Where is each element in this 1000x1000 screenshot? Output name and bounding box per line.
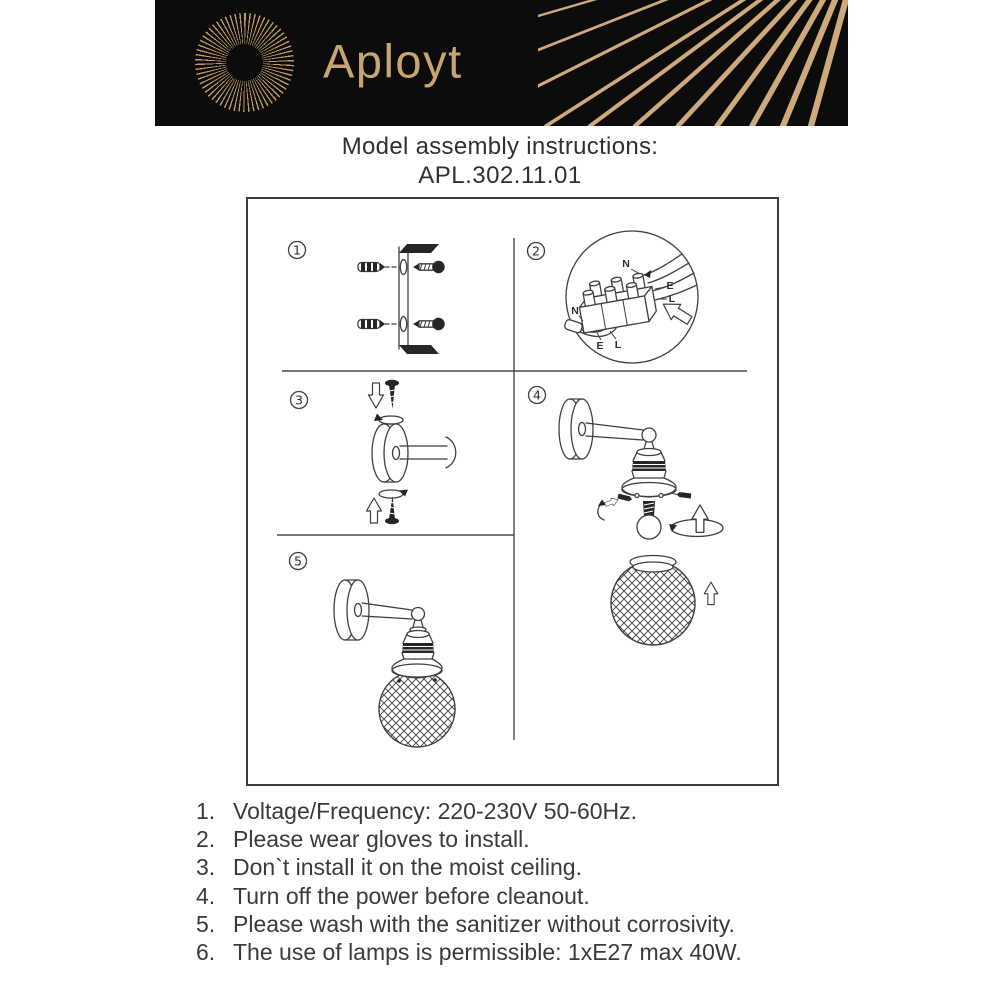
step5-assembled-lamp-drawing [334,580,455,747]
turn-arrow [374,414,403,425]
step3-canopy-drawing [367,380,456,524]
screw-down [385,380,399,409]
side-screw-left [598,493,633,520]
brand-name: Aployt [323,34,463,88]
up-arrow-icon [367,498,382,523]
screw-up [385,496,399,524]
assembly-diagram [248,199,777,784]
step-4-marker [529,387,546,404]
step-2-marker [528,243,545,260]
light-bulb [637,501,661,539]
item-number: 6. [196,939,216,966]
terminal-block [575,272,657,333]
item-number: 3. [196,854,216,881]
wall-anchor [358,320,385,329]
wire-label-e-bottom: E [596,340,604,352]
step-1-marker [289,242,306,259]
wire-label-l-bottom: L [614,339,622,351]
canopy-disc [334,580,369,640]
up-arrow-icon [704,582,718,605]
svg-text:1: 1 [293,242,301,258]
mesh-globe-shade [379,671,455,747]
mounting-screw [413,318,445,330]
instruction-list [196,797,876,966]
svg-text:3: 3 [295,392,303,408]
lamp-socket [392,620,442,683]
sunburst-logo-icon [195,13,294,112]
item-number: 5. [196,910,216,937]
item-text: Don`t install it on the moist ceiling. [233,854,582,881]
model-number: APL.302.11.01 [418,162,582,189]
wire-label-n-top: N [622,258,630,270]
title-block [0,132,1000,190]
step4-fixture-drawing [559,399,723,645]
down-arrow-icon [369,383,384,408]
sunburst-core [226,44,263,81]
item-text: Please wash with the sanitizer without corrosivity. [233,910,735,937]
page-title: Model assembly instructions: [341,133,659,160]
canopy-disc [372,424,408,482]
item-text: Turn off the power before cleanout. [233,882,590,909]
list-item [196,910,876,938]
step-5-marker [290,553,307,570]
svg-text:4: 4 [533,387,541,403]
step-markers [289,242,546,570]
direction-arrow-icon [659,296,695,328]
mesh-globe-shade [611,556,695,646]
assembly-diagram-panel [246,197,779,786]
list-item [196,825,876,853]
item-text: Please wear gloves to install. [233,826,530,853]
wire-label-l-top: L [668,293,676,305]
step-3-marker [291,392,308,409]
wire-label-n-bottom: N [571,305,579,317]
svg-text:2: 2 [532,243,540,259]
cable-sleeve [564,319,583,334]
list-item [196,797,876,825]
list-item [196,938,876,966]
lamp-socket [622,442,676,498]
list-item [196,882,876,910]
item-text: The use of lamps is permissible: 1xE27 max 40W. [233,939,742,966]
mounting-arm [586,423,656,442]
wall-anchor [358,263,385,272]
turn-arrow [379,490,408,499]
item-text: Voltage/Frequency: 220-230V 50-60Hz. [233,798,638,824]
brand-banner [155,0,848,126]
canopy-disc [559,399,593,459]
item-number: 4. [196,882,216,909]
svg-text:5: 5 [294,553,302,569]
step2-wiring-drawing [564,231,698,363]
item-number: 1. [196,798,216,824]
wire-label-e-top: E [666,280,674,292]
step1-bracket-drawing [358,244,445,354]
mounting-screw [413,261,445,273]
decorative-rays-icon [538,0,848,126]
mounting-arm [362,603,425,621]
rotate-lift-arrows [669,505,723,537]
item-number: 2. [196,826,216,853]
list-item [196,853,876,881]
